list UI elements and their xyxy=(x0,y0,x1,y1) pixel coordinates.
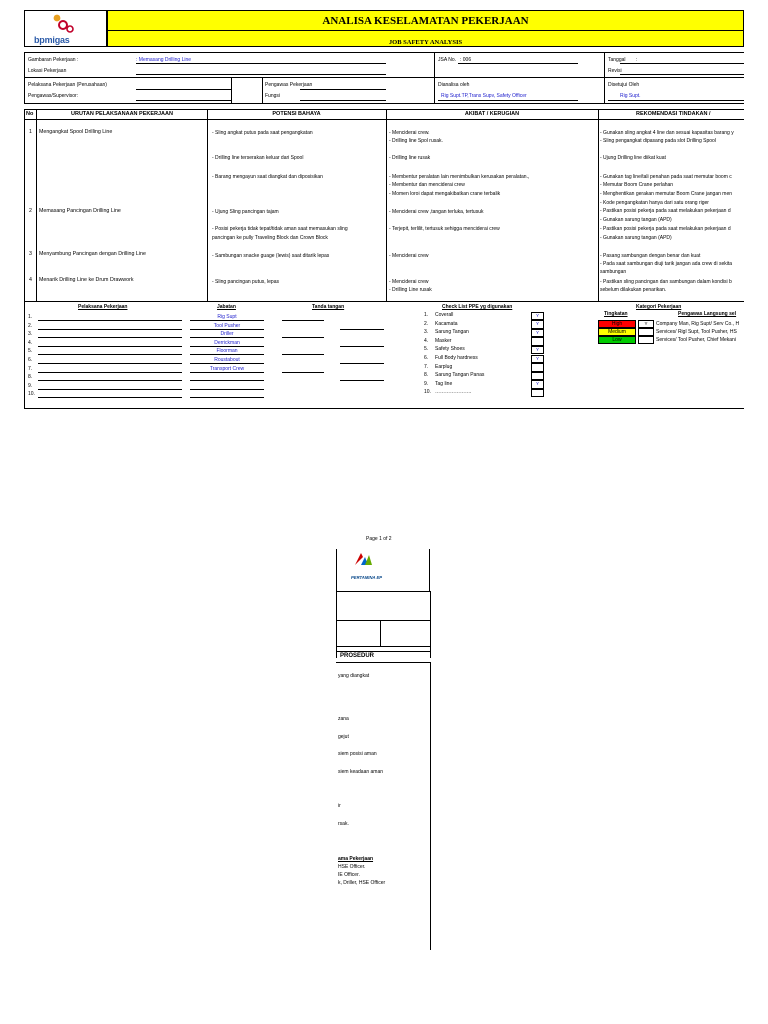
step-no: 2 xyxy=(29,208,32,214)
worker-row-number: 5. xyxy=(28,348,33,355)
akibat-item: - Membentur peralatan lain menimbulkan kerusakan peralatan., xyxy=(389,174,530,180)
kategori-checkbox[interactable] xyxy=(638,328,654,336)
worker-name-line xyxy=(38,346,182,347)
ppe-checkbox[interactable]: Y xyxy=(531,320,544,329)
gambaran-label: Gambaran Pekerjaan : xyxy=(28,57,79,63)
ppe-checkbox[interactable]: Y xyxy=(531,312,544,321)
ppe-checkbox[interactable] xyxy=(531,372,544,381)
worker-row-number: 2. xyxy=(28,322,33,329)
rekomendasi-item: - Pastikan sling pancingan dan sambungan dalam kondisi b xyxy=(600,279,732,285)
worker-name-line xyxy=(38,337,182,338)
subtitle-box xyxy=(107,31,744,47)
prosedur-line: siem posisi aman xyxy=(338,751,377,757)
step-text: Menarik Drilling Line ke Drum Drawwork xyxy=(39,277,134,283)
signature-line xyxy=(340,346,384,347)
signature-line xyxy=(282,320,324,321)
rekomendasi-item: - Sling pengangkat dipasang pada slot Drilling Spool xyxy=(600,138,716,144)
ppe-item-number: 10. xyxy=(424,389,431,396)
worker-jabatan-line xyxy=(190,397,264,398)
kategori-footer-title: ama Pekerjaan xyxy=(338,856,374,862)
document-subtitle: JOB SAFETY ANALYSIS xyxy=(388,39,463,46)
signature-line xyxy=(282,337,324,338)
worker-jabatan: Transport Crew xyxy=(209,365,245,372)
bpmigas-logo-icon xyxy=(47,13,87,37)
pertamina-logo-box xyxy=(336,549,430,591)
signature-line xyxy=(282,354,324,355)
worker-jabatan-line xyxy=(190,354,264,355)
ppe-checkbox[interactable] xyxy=(531,337,544,346)
ppe-item-name: Kacamata xyxy=(435,320,458,327)
pengawas-pekerjaan-label: Pengawas Pekerjaan xyxy=(265,82,313,88)
dianalisa-value: Rig Supt.TP,Trans Supv, Safety Officer xyxy=(441,93,527,99)
jsa-value: : 006 xyxy=(460,57,472,63)
ppe-item-name: Earplug xyxy=(435,363,453,370)
kategori-footer-line: k, Driller, HSE Officer xyxy=(338,880,386,886)
rekomendasi-item: - Pastikan posisi pekerja pada saat melakukan pekerjaan d xyxy=(600,226,731,232)
ppe-checkbox[interactable]: Y xyxy=(531,355,544,364)
col-header-urutan: URUTAN PELAKSANAAN PEKERJAAN xyxy=(71,111,173,117)
potensi-item: - Ujung Sling pancingan tajam xyxy=(212,209,279,215)
kategori-pengawas-text: Company Man, Rig Supt/ Serv Co., H xyxy=(656,321,740,327)
kategori-level-low: Low xyxy=(598,336,636,344)
rekomendasi-item: - Ujung Drilling line diikat kuat xyxy=(600,155,666,161)
rekomendasi-item: - Gunakan tag line/tali penahan pada saat memutar boom c xyxy=(600,174,732,180)
ppe-item-number: 9. xyxy=(424,380,429,387)
worker-row-number: 10. xyxy=(28,391,35,398)
page-number: Page 1 of 2 xyxy=(366,536,392,542)
akibat-item: - Menciderai crew. xyxy=(389,130,430,136)
kategori-level-medium: Medium xyxy=(598,328,636,336)
rekomendasi-item: - Kode pengangkatan hanya dari satu orang riger xyxy=(600,200,709,206)
ppe-item-name: Masker xyxy=(435,337,452,344)
kategori-checkbox[interactable]: Y xyxy=(638,320,654,328)
prosedur-line: zana xyxy=(338,716,349,722)
step-no: 1 xyxy=(29,129,32,135)
col-header-rekomendasi: REKOMENDASI TINDAKAN / xyxy=(636,111,711,117)
col-header-potensi: POTENSI BAHAYA xyxy=(272,111,321,117)
ppe-item-number: 4. xyxy=(424,337,429,344)
worker-jabatan: Roustabout xyxy=(214,357,240,363)
ppe-checkbox[interactable]: Y xyxy=(531,380,544,389)
step-text: Memasang Pancingan Drilling Line xyxy=(39,208,121,214)
worker-jabatan: Rig Supt xyxy=(217,314,237,320)
akibat-item: - Momen loroi dapat mengakibatkan crane terbalik xyxy=(389,191,501,197)
prosedur-line: yang diangkat xyxy=(338,673,370,679)
akibat-item: - Menciderai crew ,tangan terluka, tertusuk xyxy=(389,209,484,215)
pelaksana-label: Pelaksana Pekerjaan (Perusahaan) xyxy=(28,82,107,88)
ppe-item-number: 3. xyxy=(424,329,429,336)
step-text: Mengangkat Spool Drilling Line xyxy=(39,129,113,135)
potensi-item: - Barang mengayun saat diangkat dan diposisikan xyxy=(212,174,323,180)
tanggal-value: : xyxy=(636,57,638,63)
potensi-item: - Sling pancingan putus, lepas xyxy=(212,279,279,285)
pelaksana-pekerjaan-header: Pelaksana Pekerjaan xyxy=(78,304,128,310)
prosedur-line: ir xyxy=(338,803,341,809)
akibat-item: - Menciderai crew xyxy=(389,253,429,259)
pengawas-label: Pengawas/Supervisor: xyxy=(28,93,79,99)
tingkatan-header: Tingkatan xyxy=(604,311,628,317)
signature-line xyxy=(340,329,384,330)
worker-row-number: 6. xyxy=(28,357,33,363)
disetujui-value: Rig Supt. xyxy=(620,93,641,99)
col-header-akibat: AKIBAT / KERUGIAN xyxy=(464,111,520,117)
worker-row-number: 3. xyxy=(28,331,33,338)
rekomendasi-item: - Pada saat sambungan diuji tarik jangan ada crew di sekita xyxy=(600,261,733,267)
ppe-item-number: 5. xyxy=(424,346,429,353)
pertamina-logo-text: PERTAMINA EP xyxy=(351,575,383,580)
worker-jabatan: Tool Pusher xyxy=(213,322,241,329)
ppe-item-number: 2. xyxy=(424,320,429,327)
prosedur-header: PROSEDUR xyxy=(340,653,375,659)
rekomendasi-item: - Gunakan sarung tangan (APD) xyxy=(600,217,672,223)
disetujui-label: Disetujui Oleh xyxy=(608,82,640,88)
ppe-item-number: 1. xyxy=(424,312,429,318)
ppe-item-number: 7. xyxy=(424,363,429,370)
pertamina-logo-icon xyxy=(351,551,375,567)
pengawas-langsung-header: Pengawas Langsung sel xyxy=(678,311,737,317)
title-box xyxy=(107,10,744,31)
kategori-header: Kategori Pekerjaan xyxy=(636,304,682,310)
ppe-item-name: Safety Shoes xyxy=(435,346,465,353)
ppe-checkbox[interactable] xyxy=(531,389,544,398)
akibat-item: - Terjepit, terlilit, tertusuk sehigga menciderai crew xyxy=(389,226,500,232)
worker-jabatan-line xyxy=(190,363,264,364)
potensi-item: pancingan ke pully Traveling Block dan Crown Block xyxy=(212,235,328,241)
lokasi-label: Lokasi Pekerjaan xyxy=(28,68,67,74)
ppe-item-name: Coverall xyxy=(435,312,454,318)
kategori-footer-line: IE Officer. xyxy=(338,872,360,878)
ppe-item-name: Sarung Tangan Panas xyxy=(435,372,485,379)
dianalisa-label: Dianalisa oleh xyxy=(438,82,470,88)
kategori-pengawas-text: Services/ Rigl Supt, Tool Pusher, HS xyxy=(656,329,737,335)
rekomendasi-item: - Pasang sambungan dengan benar dan kuat xyxy=(600,253,701,259)
bpmigas-logo-text: bpmigas xyxy=(34,35,70,45)
ppe-checkbox[interactable]: Y xyxy=(531,346,544,355)
ppe-item-name: Sarung Tangan xyxy=(435,329,469,336)
worker-name-line xyxy=(38,363,182,364)
document-title: ANALISA KESELAMATAN PEKERJAAN xyxy=(322,15,529,27)
worker-jabatan: Derrickman xyxy=(214,339,240,346)
col-header-no: No xyxy=(26,111,34,117)
ppe-item-number: 6. xyxy=(424,355,429,361)
signature-line xyxy=(340,380,384,381)
worker-jabatan-line xyxy=(190,346,264,347)
rekomendasi-item: - Memutar Boom Crane perlahan xyxy=(600,182,674,188)
rekomendasi-item: sebelum dilakukan penarikan. xyxy=(600,287,667,293)
worker-name-line xyxy=(38,372,182,373)
worker-row-number: 4. xyxy=(28,339,33,346)
worker-row-number: 9. xyxy=(28,382,33,389)
worker-jabatan-line xyxy=(190,372,264,373)
gambaran-value: : Memasang Drilling Line xyxy=(136,57,192,63)
jsa-label: JSA No. xyxy=(438,57,457,63)
worker-jabatan-line xyxy=(190,320,264,321)
worker-row-number: 8. xyxy=(28,374,33,381)
prosedur-line: gejut xyxy=(338,734,349,740)
worker-name-line xyxy=(38,380,182,381)
akibat-item: - Drilling line Spol rusak. xyxy=(389,138,443,144)
worker-name-line xyxy=(38,329,182,330)
ppe-header: Check List PPE yg digunakan xyxy=(442,304,513,310)
worker-row-number: 7. xyxy=(28,365,33,372)
ppe-item-name: …………………. xyxy=(435,389,472,396)
worker-jabatan-line xyxy=(190,329,264,330)
jabatan-header: Jabatan xyxy=(217,304,236,310)
prosedur-line: rsak. xyxy=(338,821,349,827)
rekomendasi-item: - Pastikan posisi pekerja pada saat melakukan pekerjaan d xyxy=(600,208,731,214)
tanggal-label: Tanggal xyxy=(608,57,626,63)
kategori-checkbox[interactable] xyxy=(638,336,654,344)
worker-name-line xyxy=(38,389,182,390)
header-logo-box xyxy=(24,10,107,47)
ppe-checkbox[interactable] xyxy=(531,363,544,372)
rekomendasi-item: - Gunakan sling angkat 4 line dan sesuai kapasitas barang y xyxy=(600,130,734,136)
step-no: 3 xyxy=(29,251,32,257)
prosedur-line: siem keadaan aman xyxy=(338,769,384,775)
worker-jabatan-line xyxy=(190,380,264,381)
rekomendasi-item: sambungan xyxy=(600,269,627,275)
signature-line xyxy=(340,363,384,364)
potensi-item: - Posisi pekerja tidak tepat/tidak aman saat memasukan sling xyxy=(212,226,348,232)
kategori-level-high: High xyxy=(598,320,636,328)
rekomendasi-item: - Menghentikan gerakan memutar Boom Crane jangan men xyxy=(600,191,733,197)
worker-name-line xyxy=(38,320,182,321)
worker-jabatan-line xyxy=(190,389,264,390)
potensi-item: - Sambungan snacke guage (lewis) saat ditarik lepas xyxy=(212,253,330,259)
potensi-item: - Drilling line terserakan keluar dari Spool xyxy=(212,155,304,161)
akibat-item: - Drilling line rusak xyxy=(389,155,431,161)
kategori-footer-line: HSE Officer. xyxy=(338,864,366,870)
step-text: Menyambung Pancingan dengan Drilling Line xyxy=(39,251,146,257)
ppe-item-name: Tag line xyxy=(435,380,453,387)
worker-name-line xyxy=(38,397,182,398)
ppe-item-number: 8. xyxy=(424,372,429,379)
step-no: 4 xyxy=(29,277,32,283)
tanda-tangan-header: Tanda tangan xyxy=(312,304,345,310)
potensi-item: - Sling angkat putus pada saat pengangkatan xyxy=(212,130,313,136)
rekomendasi-item: - Gunakan sarung tangan (APD) xyxy=(600,235,672,241)
ppe-item-name: Full Body hardness xyxy=(435,355,478,361)
akibat-item: - Drilling Line rusak xyxy=(389,287,432,293)
worker-jabatan: Driller xyxy=(220,331,234,338)
worker-jabatan: Floorman xyxy=(216,348,238,355)
ppe-checkbox[interactable]: Y xyxy=(531,329,544,338)
akibat-item: - Membentur dan menciderai crew xyxy=(389,182,465,188)
fungsi-label: Fungsi xyxy=(265,93,281,99)
revisi-label: Revisi xyxy=(608,68,622,74)
worker-row-number: 1. xyxy=(28,314,33,320)
worker-name-line xyxy=(38,354,182,355)
akibat-item: - Menciderai crew xyxy=(389,279,429,285)
worker-jabatan-line xyxy=(190,337,264,338)
kategori-pengawas-text: Services/ Tool Pusher, Chief Mekani xyxy=(656,337,736,343)
signature-line xyxy=(282,372,324,373)
